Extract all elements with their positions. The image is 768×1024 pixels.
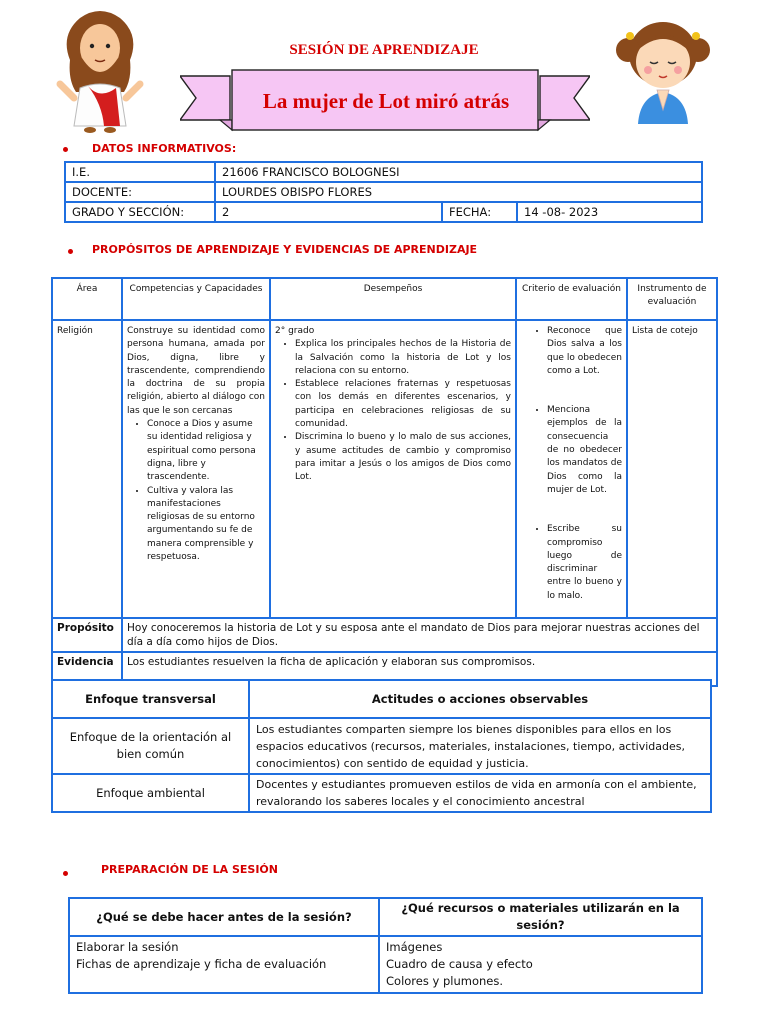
enfoque-name: Enfoque de la orientación al bien común xyxy=(52,718,249,774)
enfoque-actitud: Docentes y estudiantes promueven estilos de vida en armonía con el ambiente, revalorando los saberes locales y el conocimiento ancestral xyxy=(249,774,711,812)
datos-table xyxy=(64,161,703,223)
ie-label: I.E. xyxy=(65,162,215,182)
table-header-row xyxy=(69,898,702,936)
list-item: • Conoce a Dios y asume su identidad religiosa y espiritual como persona digna, libre y trascendente. xyxy=(147,418,265,484)
header-actitudes: Actitudes o acciones observables xyxy=(249,680,711,718)
table-row xyxy=(65,182,702,202)
table-row xyxy=(52,718,711,774)
list-item: Elaborar la sesión xyxy=(76,940,179,954)
ie-value: 21606 FRANCISCO BOLOGNESI xyxy=(215,162,702,182)
bullet-icon xyxy=(63,147,68,152)
criterios-cell xyxy=(516,320,627,618)
evidencia-label: Evidencia xyxy=(52,652,122,686)
list-item: Colores y plumones. xyxy=(386,974,503,988)
header-recursos: ¿Qué recursos o materiales utilizarán en la sesión? xyxy=(379,898,702,936)
list-item: Cuadro de causa y efecto xyxy=(386,957,533,971)
table-header-row xyxy=(52,278,717,320)
criterios-list xyxy=(521,325,622,603)
evidencia-text: Los estudiantes resuelven la ficha de aplicación y elaboran sus compromisos. xyxy=(122,652,717,686)
list-item: • Cultiva y valora las manifestaciones religiosas de su entorno argumentando su fe de manera comprensible y respetuosa. xyxy=(147,485,265,565)
list-item: Fichas de aprendizaje y ficha de evaluación xyxy=(76,957,327,971)
enfoque-name: Enfoque ambiental xyxy=(52,774,249,812)
header-desempenos: Desempeños xyxy=(270,278,516,320)
grado-text: 2° grado xyxy=(275,326,315,336)
propositos-table xyxy=(51,277,718,687)
table-row xyxy=(69,936,702,993)
list-item: • Reconoce que Dios salva a los que lo obedecen como a Lot. xyxy=(547,325,622,378)
list-item: • Establece relaciones fraternas y respetuosas con los demás en diferentes escenarios, y participa en celebraciones religiosas de su comunidad. xyxy=(295,378,511,431)
header-area: Área xyxy=(52,278,122,320)
header-criterio: Criterio de evaluación xyxy=(516,278,627,320)
fecha-value: 14 -08- 2023 xyxy=(517,202,702,222)
recursos-cell xyxy=(379,936,702,993)
table-row xyxy=(65,162,702,182)
fecha-label: FECHA: xyxy=(442,202,517,222)
session-label: SESIÓN DE APRENDIZAJE xyxy=(289,42,479,58)
enfoque-table xyxy=(51,679,712,813)
list-item: • Menciona ejemplos de la consecuencia de no obedecer los mandatos de Dios como la mujer de Lot. xyxy=(547,404,622,497)
list-item: • Escribe su compromiso luego de discriminar entre lo bueno y lo malo. xyxy=(547,523,622,603)
header-antes: ¿Qué se debe hacer antes de la sesión? xyxy=(69,898,379,936)
table-row xyxy=(52,618,717,652)
datos-heading: DATOS INFORMATIVOS: xyxy=(92,142,237,155)
instrumento-cell: Lista de cotejo xyxy=(627,320,717,618)
page-title: La mujer de Lot miró atrás xyxy=(262,89,510,113)
header-competencias: Competencias y Capacidades xyxy=(122,278,270,320)
competencias-cell xyxy=(122,320,270,618)
praying-girl-illustration xyxy=(612,6,714,126)
enfoque-actitud: Los estudiantes comparten siempre los bienes disponibles para ellos en los espacios educativos (recursos, materiales, instalaciones, tiempo, actividades, conocimientos) con sentido de equidad y justicia. xyxy=(249,718,711,774)
proposito-label: Propósito xyxy=(52,618,122,652)
list-item: Imágenes xyxy=(386,940,443,954)
grado-label: GRADO Y SECCIÓN: xyxy=(65,202,215,222)
table-row xyxy=(52,320,717,618)
table-row xyxy=(65,202,702,222)
propositos-heading: PROPÓSITOS DE APRENDIZAJE Y EVIDENCIAS DE APRENDIZAJE xyxy=(92,243,478,256)
list-item: • Discrimina lo bueno y lo malo de sus acciones, y asume actitudes de cambio y compromiso para imitar a Jesús o los amigos de Dios como Lot. xyxy=(295,431,511,484)
area-cell: Religión xyxy=(52,320,122,618)
grado-value: 2 xyxy=(215,202,442,222)
jesus-illustration xyxy=(50,0,150,140)
table-row xyxy=(52,774,711,812)
list-item: • Explica los principales hechos de la Historia de la Salvación como la historia de Lot y los relaciona con su entorno. xyxy=(295,338,511,378)
docente-label: DOCENTE: xyxy=(65,182,215,202)
desempenos-cell xyxy=(270,320,516,618)
desempenos-list xyxy=(275,338,511,484)
capacidades-list xyxy=(127,418,265,564)
bullet-icon xyxy=(68,249,73,254)
header-enfoque: Enfoque transversal xyxy=(52,680,249,718)
competencia-text: Construye su identidad como persona humana, amada por Dios, digna, libre y trascendente, comprendiendo la doctrina de su propia religión, abierto al diálogo con las que le son cercanas xyxy=(127,326,265,416)
antes-cell xyxy=(69,936,379,993)
preparacion-table xyxy=(68,897,703,994)
table-header-row xyxy=(52,680,711,718)
docente-value: LOURDES OBISPO FLORES xyxy=(215,182,702,202)
proposito-text: Hoy conoceremos la historia de Lot y su esposa ante el mandato de Dios para mejorar nuestras acciones del día a día como hijos de Dios. xyxy=(122,618,717,652)
preparacion-heading: PREPARACIÓN DE LA SESIÓN xyxy=(101,863,278,876)
bullet-icon xyxy=(63,871,68,876)
header-instrumento: Instrumento de evaluación xyxy=(627,278,717,320)
